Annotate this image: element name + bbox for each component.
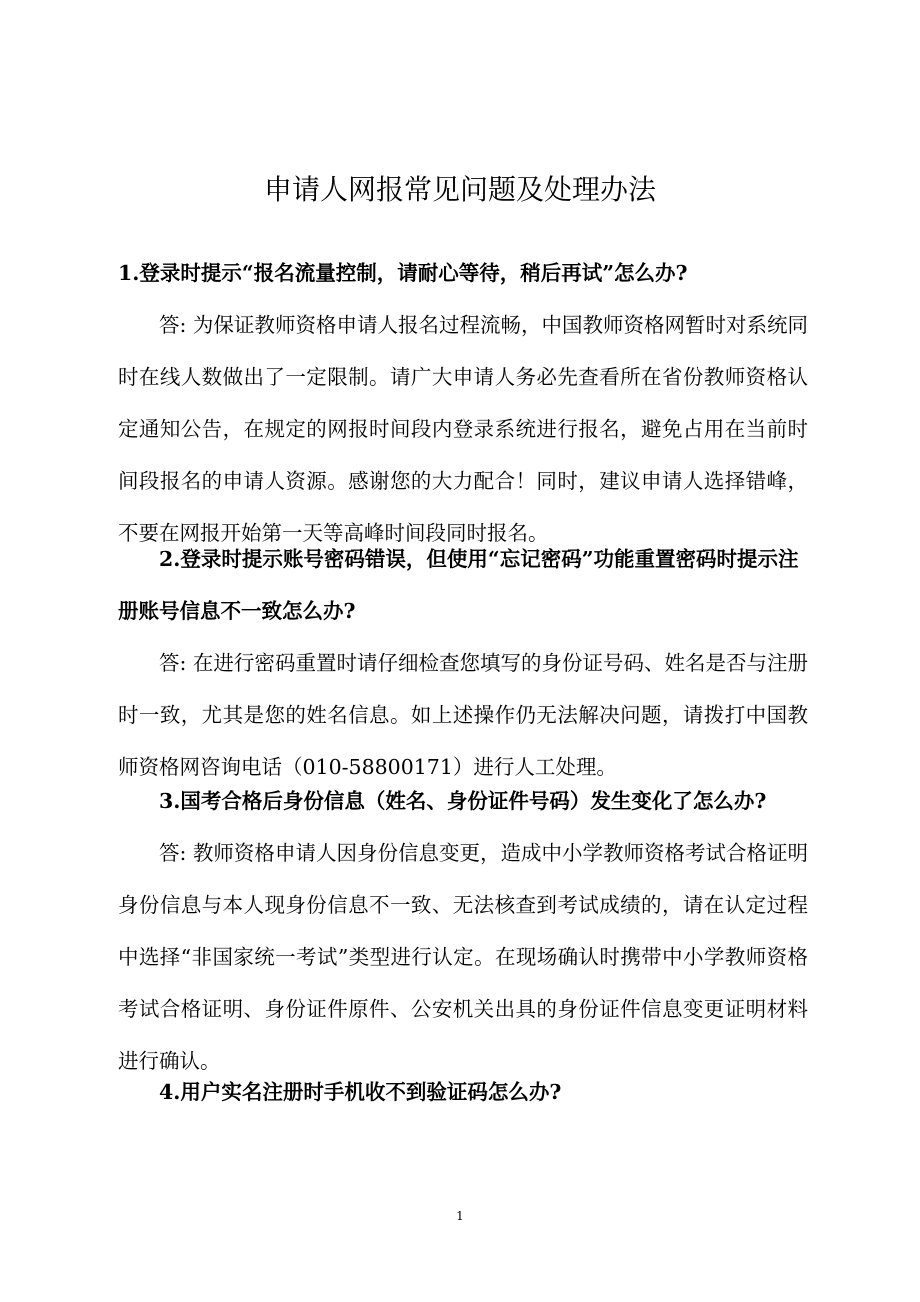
faq-answer-1: 答: 为保证教师资格申请人报名过程流畅，中国教师资格网暂时对系统同时在线人数做出了一定限制。请广大申请人务必先查看所在省份教师资格认定通知公告，在规定的网报时间段内登录系统进行报名，避免占用在当前时间段报名的申请人资源。感谢您的大力配合！同时，建议申请人选择错峰，不要在网报开始第一天等高峰时间段同时报名。 <box>118 313 808 545</box>
faq-answer-2: 答: 在进行密码重置时请仔细检查您填写的身份证号码、姓名是否与注册时一致，尤其是您的姓名信息。如上述操作仍无法解决问题，请拨打中国教师资格网咨询电话（010-58800171）进行人工处理。 <box>118 651 808 779</box>
page-number: 1 <box>456 1209 464 1223</box>
faq-item-4 <box>118 1066 808 1118</box>
faq-question-2: 2.登录时提示账号密码错误，但使用“忘记密码”功能重置密码时提示注册账号信息不一致怎么办? <box>118 547 799 623</box>
faq-question-4: 4.用户实名注册时手机收不到验证码怎么办? <box>159 1080 562 1104</box>
page-title: 申请人网报常见问题及处理办法 <box>263 173 656 206</box>
faq-item-1 <box>118 247 808 559</box>
faq-item-2 <box>118 533 808 793</box>
faq-item-3 <box>118 775 808 1087</box>
faq-question-3: 3.国考合格后身份信息（姓名、身份证件号码）发生变化了怎么办? <box>159 789 767 813</box>
faq-question-1: 1.登录时提示“报名流量控制，请耐心等待，稍后再试”怎么办? <box>118 261 688 285</box>
faq-answer-3: 答: 教师资格申请人因身份信息变更，造成中小学教师资格考试合格证明身份信息与本人现身份信息不一致、无法核查到考试成绩的，请在认定过程中选择“非国家统一考试”类型进行认定。在现场确认时携带中小学教师资格考试合格证明、身份证件原件、公安机关出具的身份证件信息变更证明材料进行确认。 <box>118 841 808 1073</box>
